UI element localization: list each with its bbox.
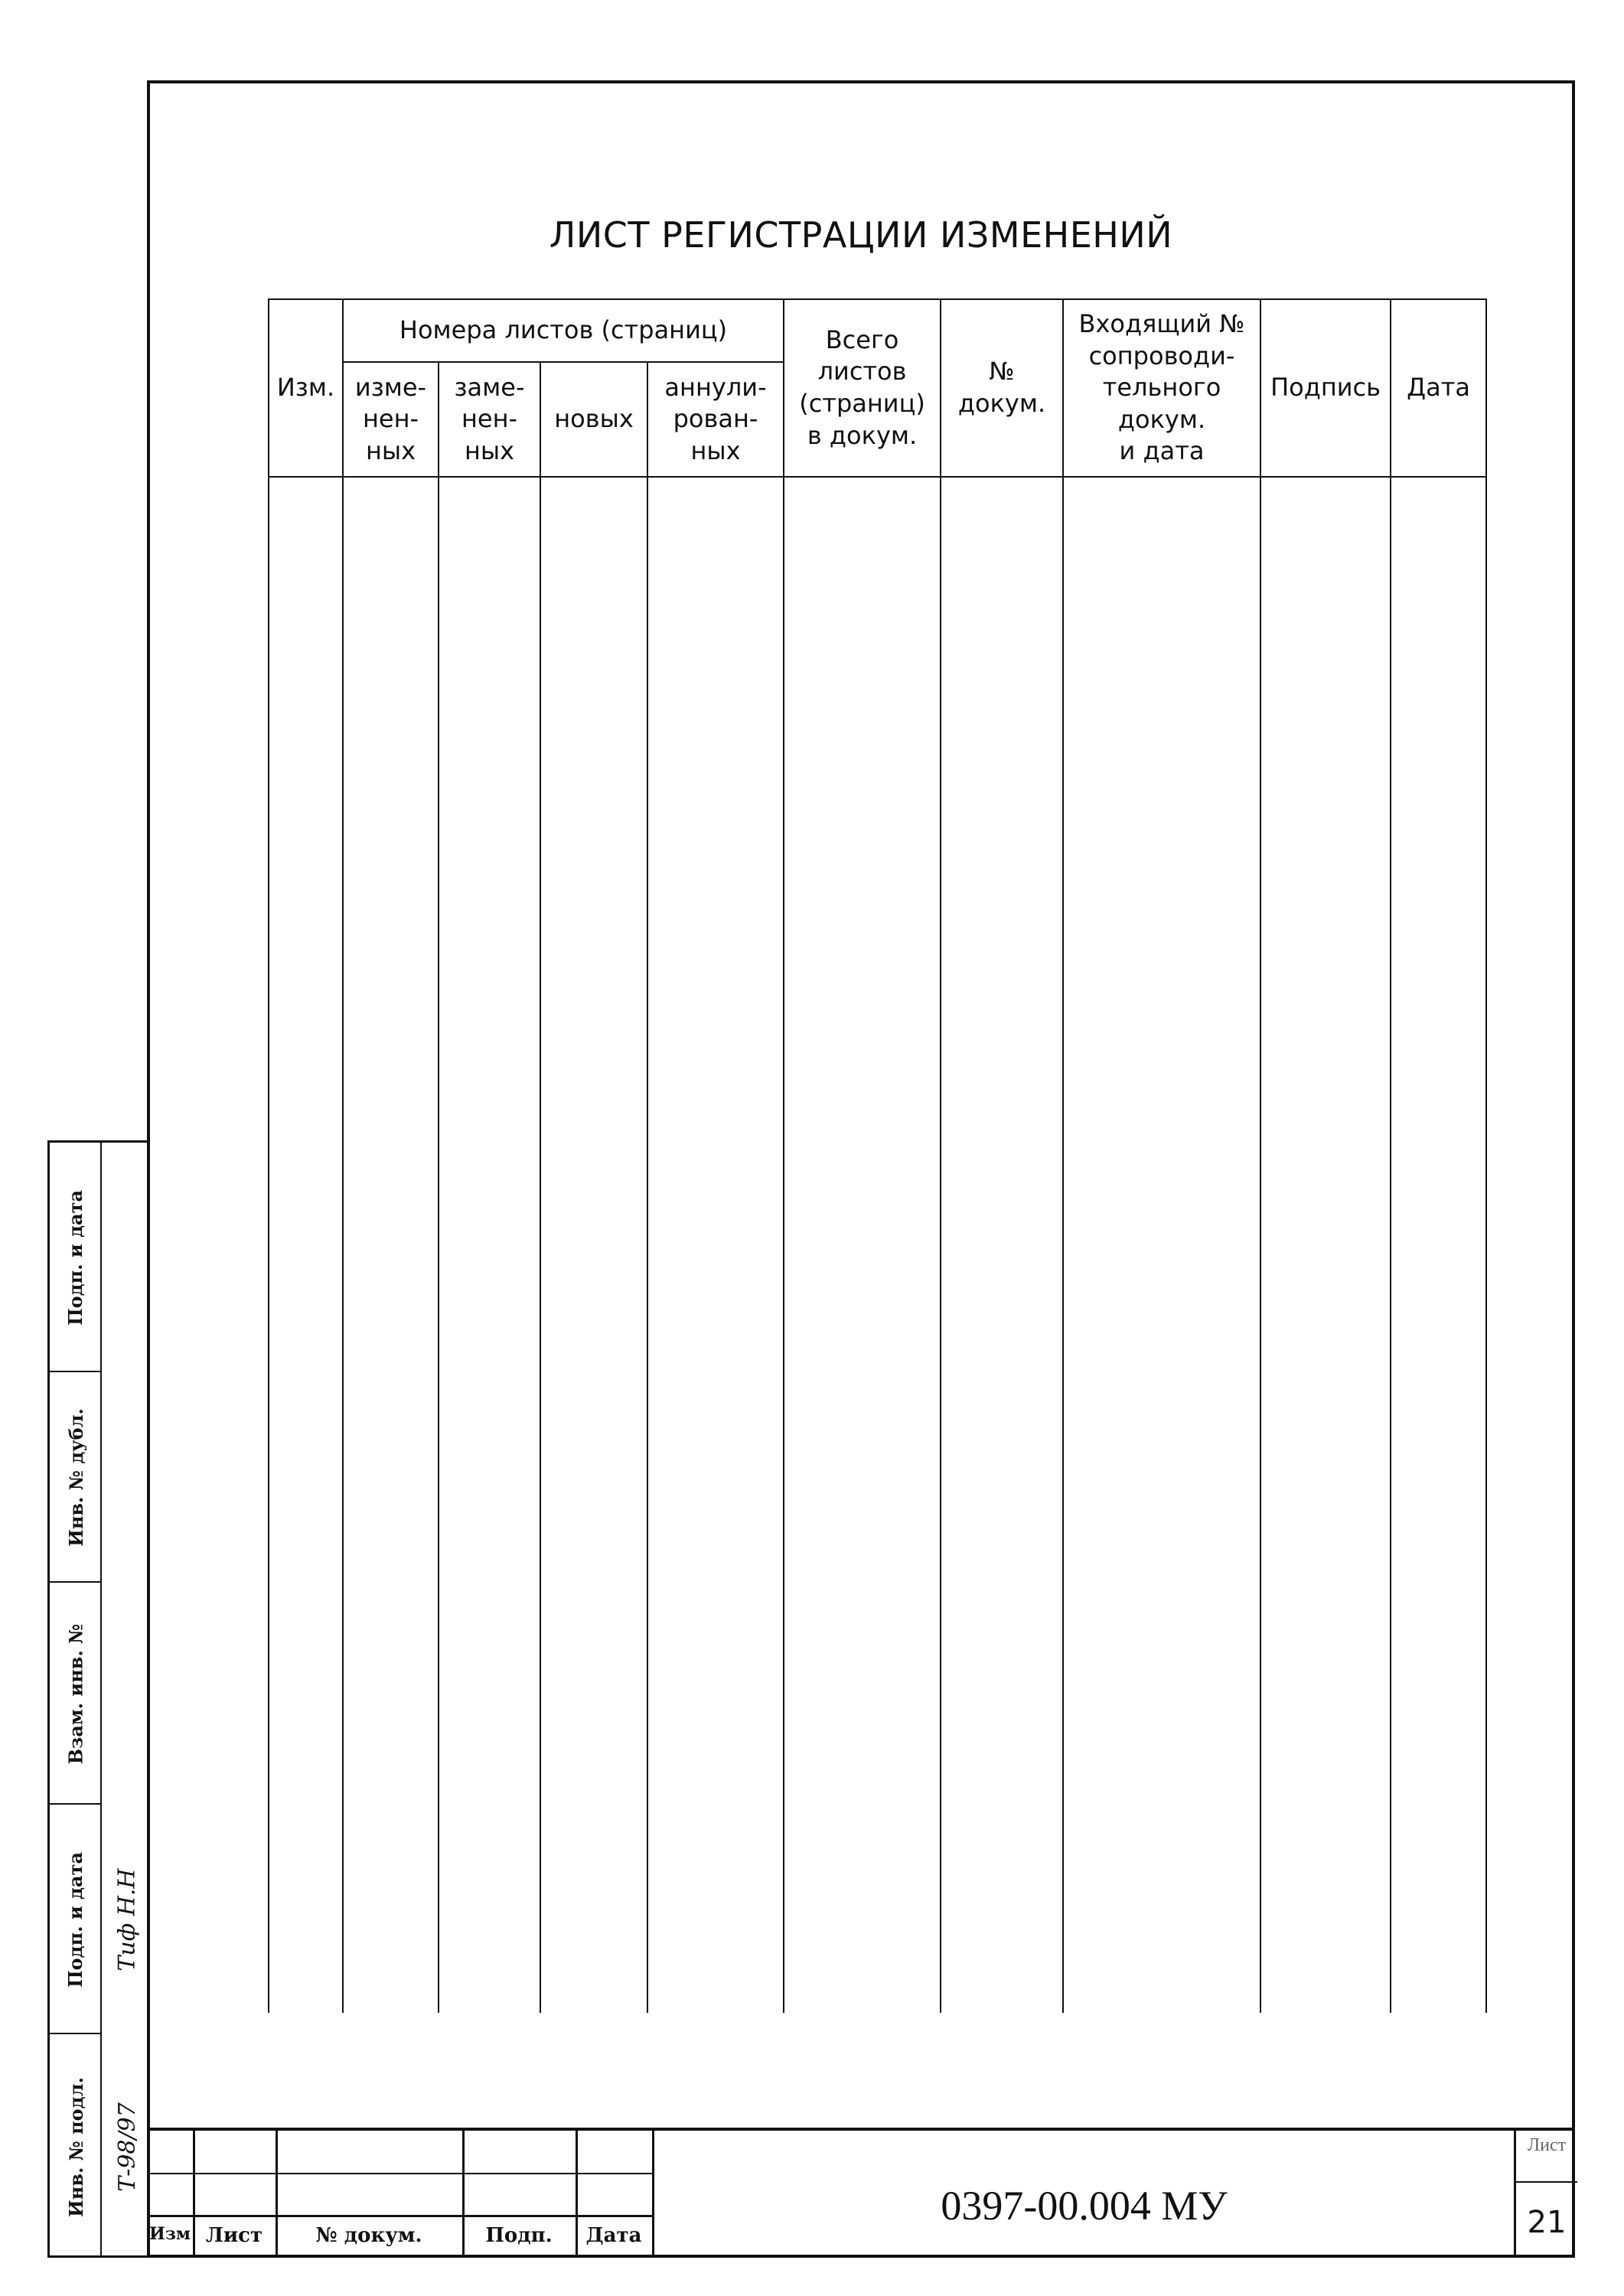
handwritten-inventory-number: Т-98/97 [113, 2102, 141, 2192]
label-vzam-inv: Взам. инв. № [64, 1623, 87, 1764]
table-cell[interactable] [1391, 477, 1486, 2013]
table-cell[interactable] [1063, 477, 1260, 2013]
label-podp-data-2: Подп. и дата [64, 1851, 87, 1988]
sheet-box [1514, 2131, 1575, 2258]
side-stamp [47, 1140, 150, 2258]
label-data: Дата [585, 2224, 642, 2247]
title-block [147, 2128, 1575, 2258]
table-cell[interactable] [647, 477, 784, 2013]
table-cell[interactable] [784, 477, 941, 2013]
table-cell[interactable] [343, 477, 439, 2013]
handwritten-signature: Тиф Н.Н [113, 1867, 141, 1971]
header-doc-number: № докум. [941, 299, 1063, 477]
label-podp: Подп. [485, 2224, 553, 2247]
header-new: новых [540, 362, 647, 477]
header-total-sheets: Всего листов (страниц) в докум. [784, 299, 941, 477]
header-replaced: заме- нен- ных [439, 362, 540, 477]
label-docno: № докум. [315, 2224, 422, 2247]
header-izm: Изм. [269, 299, 343, 477]
label-izm: Изм [149, 2224, 191, 2244]
table-cell[interactable] [941, 477, 1063, 2013]
document-code: 0397-00.004 МУ [652, 2131, 1514, 2258]
header-signature: Подпись [1260, 299, 1391, 477]
sheet-label: Лист [1527, 2135, 1567, 2155]
header-annulled: аннули- рован- ных [647, 362, 784, 477]
table-cell[interactable] [439, 477, 540, 2013]
table-cell[interactable] [540, 477, 647, 2013]
title-block-grid [147, 2131, 652, 2258]
page-title: ЛИСТ РЕГИСТРАЦИИ ИЗМЕНЕНИЙ [549, 214, 1173, 256]
change-registration-table [268, 298, 1487, 2013]
label-podp-data-1: Подп. и дата [64, 1189, 87, 1326]
table-cell[interactable] [1260, 477, 1391, 2013]
header-changed: изме- нен- ных [343, 362, 439, 477]
header-page-numbers: Номера листов (страниц) [343, 299, 784, 362]
sheet-number: 21 [1516, 2181, 1577, 2262]
header-incoming-doc: Входящий № сопроводи- тельного докум. и дата [1063, 299, 1260, 477]
header-date: Дата [1391, 299, 1486, 477]
table-body-row [269, 477, 1486, 2013]
table-header-row-1 [269, 299, 1486, 362]
label-inv-podl: Инв. № подл. [64, 2077, 87, 2217]
label-inv-dubl: Инв. № дубл. [64, 1408, 87, 1547]
table-cell[interactable] [269, 477, 343, 2013]
label-list: Лист [205, 2224, 263, 2247]
